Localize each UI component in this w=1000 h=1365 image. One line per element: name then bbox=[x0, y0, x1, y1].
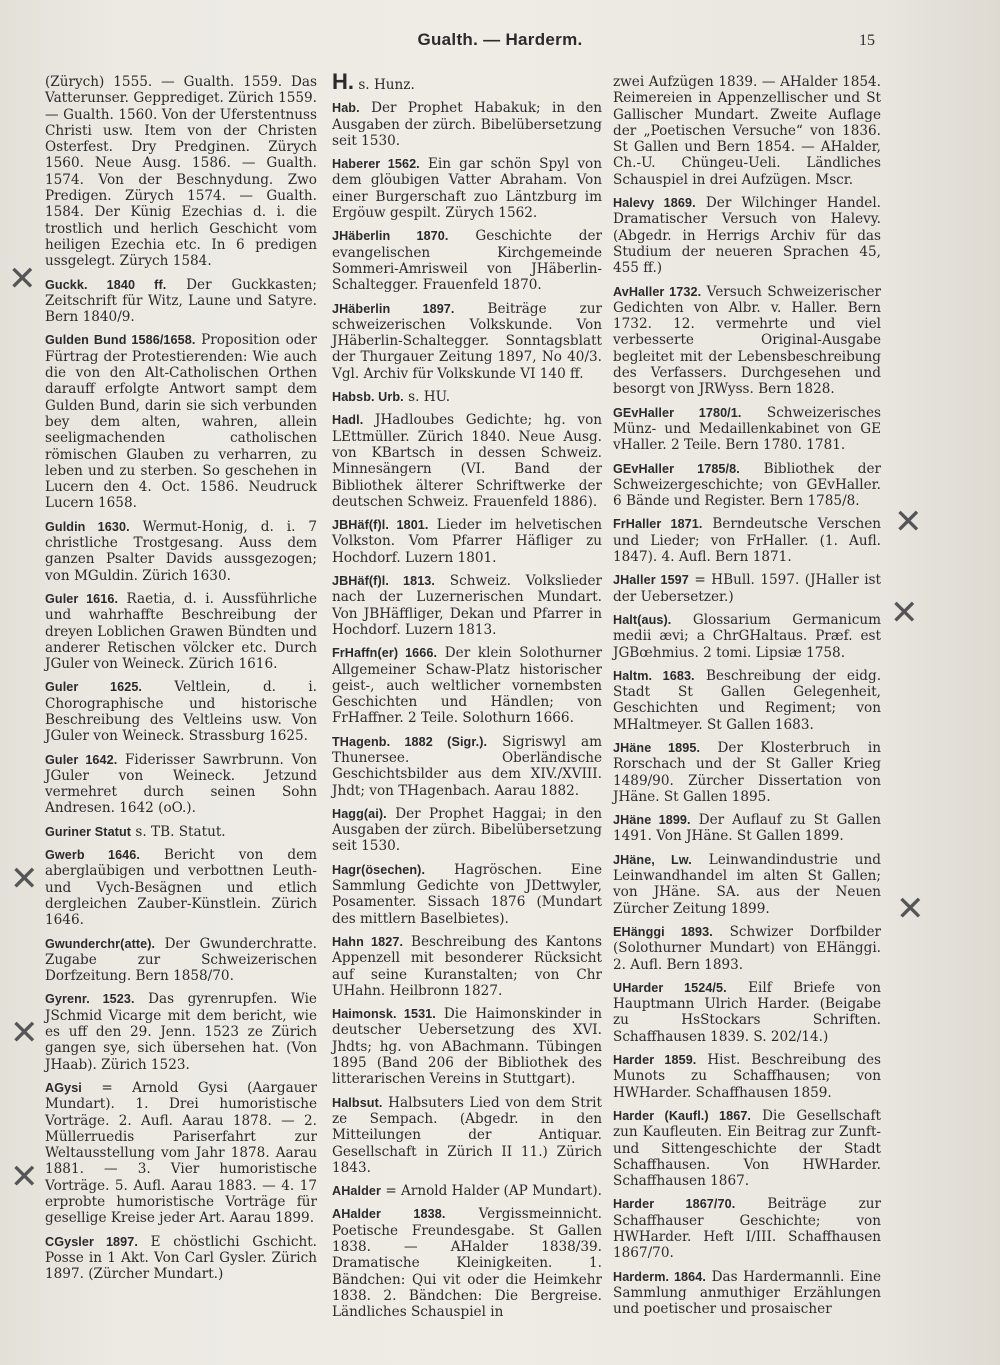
entry-headword: Halt(aus). bbox=[613, 612, 672, 627]
dictionary-entry bbox=[613, 74, 881, 188]
dictionary-entry bbox=[613, 1196, 881, 1261]
entry-text: Proposition oder Fürtrag der Protestierenden: Wie auch die von den Alt-Catholischen Orthen darauff erfolgte Antwort sampt dem Gulden Bund, darin sie sich verbunden bey dem alten, wahren, allein seeligmachenden catholischen römischen Glauben zu verharren, zu leben und zu sterben. So geschehen in Lucern den 4. Oct. 1586. Neudruck Lucern 1658. bbox=[45, 332, 317, 512]
entry-headword: Haberer 1562. bbox=[332, 157, 420, 172]
entry-headword: Guler 1625. bbox=[45, 680, 143, 695]
entry-headword: Hahn 1827. bbox=[332, 934, 404, 949]
entry-text: Bibliothek der Schweizergeschichte; von GEvHaller. 6 Bände und Register. Bern 1785/8. bbox=[613, 460, 881, 510]
entry-headword: JHäberlin 1870. bbox=[332, 229, 449, 244]
entry-text: Der Klosterbruch in Rorschach und der St Galler Krieg 1489/90. Zürcher Dissertation von JHäne. St Gallen 1895. bbox=[613, 739, 881, 805]
entry-text: Schwizer Dorfbilder (Solothurner Mundart) von EHänggi. 2. Aufl. Bern 1893. bbox=[613, 923, 881, 973]
dictionary-entry bbox=[332, 100, 602, 149]
dictionary-entry bbox=[332, 228, 602, 293]
margin-cross-mark: ✕ bbox=[10, 1157, 39, 1197]
entry-headword: Halevy 1869. bbox=[613, 196, 696, 211]
entry-headword: UHarder 1524/5. bbox=[613, 980, 727, 995]
entry-headword: Gulden Bund 1586/1658. bbox=[45, 333, 196, 348]
dictionary-entry bbox=[613, 924, 881, 973]
entry-text: JHadloubes Gedichte; hg. von LEttmüller. Zürich 1840. Neue Ausg. von KBartsch in dessen Schweiz. Minnesängern (VI. Band der Bibliothek älterer Schriftwerke der deutschen Schweiz. Frauenfeld 1886). bbox=[332, 412, 603, 510]
entry-headword: JHäne 1895. bbox=[613, 740, 701, 755]
entry-text: Hist. Beschreibung des Munots zu Schaffhausen; von HWHarder. Schaffhausen 1859. bbox=[613, 1052, 882, 1101]
dictionary-entry bbox=[613, 740, 881, 805]
entry-headword: Hagr(ösechen). bbox=[332, 862, 426, 877]
entry-headword: AHalder bbox=[332, 1184, 381, 1199]
entry-headword: Guriner Statut bbox=[45, 824, 132, 839]
page-title: Gualth. — Harderm. bbox=[417, 30, 583, 49]
dictionary-entry bbox=[332, 389, 602, 405]
entry-headword: Guler 1642. bbox=[45, 752, 118, 767]
column-2 bbox=[332, 69, 603, 1327]
dictionary-entry bbox=[332, 412, 602, 510]
entry-text: Sigriswyl am Thunersee. Oberländische Geschichtsbilder aus dem XIV./XVIII. Jhdt; von THagenbach. Aarau 1882. bbox=[332, 733, 602, 799]
entry-text: E chöstlichi Gschicht. Posse in 1 Akt. Von Carl Gysler. Zürich 1897. (Zürcher Mundart.) bbox=[45, 1233, 317, 1283]
dictionary-entry bbox=[332, 1095, 602, 1176]
dictionary-entry bbox=[613, 1108, 881, 1189]
entry-headword: H. bbox=[332, 69, 354, 94]
entry-headword: Guckk. 1840 ff. bbox=[45, 277, 167, 292]
entry-text: Glossarium Germanicum medii ævi; a ChrGHaltaus. Præf. est JGBœhmius. 2 tomi. Lipsiæ 1758. bbox=[613, 611, 881, 661]
entry-text: Hagröschen. Eine Sammlung Gedichte von JDettwyler, Posamenter. Sissach 1876 (Mundart des mittlern Baselbietes). bbox=[332, 861, 603, 927]
entry-headword: AGysi bbox=[45, 1080, 82, 1095]
dictionary-entry bbox=[45, 1234, 317, 1283]
entry-text: Schweizerisches Münz- und Medaillenkabinet von GE vHaller. 2 Teile. Bern 1780. 1781. bbox=[613, 404, 882, 454]
entry-text: Lieder im helvetischen Volkston. Vom Pfarrer Häfliger zu Hochdorf. Luzern 1801. bbox=[332, 517, 602, 566]
dictionary-entry bbox=[613, 284, 881, 398]
entry-text: Der Wilchinger Handel. Dramatischer Versuch von Halevy. (Abgedr. in Herrigs Archiv für das Studium der neueren Sprachen 45, 455 ff.) bbox=[613, 195, 882, 277]
margin-cross-mark: ✕ bbox=[10, 1013, 39, 1053]
entry-text: Der Guckkasten; Zeitschrift für Witz, Laune und Satyre. Bern 1840/9. bbox=[45, 276, 317, 326]
entry-text: Veltlein, d. i. Chorographische und historische Beschreibung des Veltleins usw. Von JGuler von Weineck. Strassburg 1625. bbox=[45, 679, 317, 745]
entry-headword: Hadl. bbox=[332, 413, 364, 428]
entry-text: Bericht von dem aberglaübigen und verbottnen Leuth- und Vych-Besägnen und etlich dergleichen Zauber-Künstlein. Zürich 1646. bbox=[45, 847, 317, 929]
dictionary-entry bbox=[613, 1052, 881, 1101]
dictionary-entry bbox=[613, 1269, 881, 1318]
margin-cross-mark: ✕ bbox=[896, 889, 925, 929]
entry-text: Der klein Solothurner Allgemeiner Schaw-Platz historischer geist-, auch weltlicher vornembsten Geschichten und Händlen; von FrHaffner. 2 Teile. Solothurn 1666. bbox=[332, 645, 602, 727]
entry-headword: Gwunderchr(atte). bbox=[45, 936, 156, 951]
entry-text: Leinwandindustrie und Leinwandhandel im alten St Gallen; von JHäne. SA. aus der Neuen Zürcher Zeitung 1899. bbox=[613, 851, 881, 917]
entry-headword: JHaller 1597 bbox=[613, 573, 689, 588]
entry-text: Geschichte der evangelischen Kirchgemeinde Sommeri-Amrisweil von JHäberlin-Schaltegger. Frauenfeld 1870. bbox=[332, 228, 603, 294]
entry-headword: JHäberlin 1897. bbox=[332, 301, 455, 316]
dictionary-entry bbox=[613, 668, 881, 733]
entry-headword: THagenb. 1882 (Sigr.). bbox=[332, 734, 488, 749]
entry-text: Vergissmeinnicht. Poetische Freundesgabe. St Gallen 1838. — AHalder 1838/39. Dramatische Kleinigkeiten. 1. Bändchen: Qui vit oder die Heimkehr 1838. 2. Bändchen: Die Bergreise. Ländliches Schauspiel in bbox=[332, 1206, 602, 1321]
entry-headword: Halbsut. bbox=[332, 1095, 383, 1110]
entry-text: Das Hardermannli. Eine Sammlung anmuthiger Erzählungen und poetischer und prosaischer bbox=[613, 1268, 881, 1318]
dictionary-entry bbox=[45, 74, 317, 270]
margin-cross-mark: ✕ bbox=[10, 859, 39, 899]
dictionary-entry bbox=[332, 1183, 602, 1199]
entry-headword: Gyrenr. 1523. bbox=[45, 992, 135, 1007]
entry-headword: AHalder 1838. bbox=[332, 1207, 446, 1222]
column-3 bbox=[613, 74, 881, 1324]
entry-text: Beiträge zur schweizerischen Volkskunde. Von JHäberlin-Schaltegger. Sonntagsblatt der Thurgauer Zeitung 1897, No 40/3. Vgl. Archiv für Volkskunde VI 140 ff. bbox=[332, 300, 602, 382]
entry-text: Eilf Briefe von Hauptmann Ulrich Harder. (Beigabe zu HsStockars Schriften. Schaffhausen 1839. S. 202/14.) bbox=[613, 979, 881, 1045]
entry-text: zwei Aufzügen 1839. — AHalder 1854. Reimereien in Appenzellischer und St Gallischer Mundart. Zweite Auflage der „Poetischen Versuche“ von 1836. St Gallen und Bern 1854. — AHalder, Ch.-U. Chüngeu-Ueli. Ländliches Schauspiel in drei Aufzügen. Mscr. bbox=[613, 74, 881, 188]
dictionary-entry bbox=[613, 612, 881, 661]
entry-text: Das gyrenrupfen. Wie JSchmid Vicarge mit dem bericht, wie es uff den 29. Jenn. 1523 ze Zürich gangen sye, sich übersehen hat. (Von JHaab). Zürich 1523. bbox=[45, 991, 317, 1073]
entry-text: = HBull. 1597. (JHaller ist der Uebersetzer.) bbox=[613, 572, 881, 605]
dictionary-entry bbox=[613, 812, 881, 845]
entry-text: = Arnold Gysi (Aargauer Mundart). 1. Drei humoristische Vorträge. 2. Aufl. Aarau 1878. — 2. Müllerruedis Pariserfahrt zur Weltausstellung vom Jahr 1878. Aarau 1881. — 3. Vier humoristische Vorträge. 5. Aufl. Aarau 1883. — 4. 17 erprobte humoristische Vorträge für gesellige Kreise jeder Art. Aarau 1899. bbox=[45, 1079, 317, 1227]
entry-text: Schweiz. Volkslieder nach der Luzernerischen Mundart. Von JBHäffliger, Dekan und Pfarrer in Hochdorf. Luzern 1813. bbox=[332, 573, 602, 638]
entry-text: Der Auflauf zu St Gallen 1491. Von JHäne. St Gallen 1899. bbox=[613, 812, 881, 845]
entry-text: Fiderisser Sawrbrunn. Von JGuler von Weineck. Jetzund vermehret durch seinen Sohn Andresen. 1642 (oO.). bbox=[45, 751, 318, 817]
dictionary-entry bbox=[45, 679, 317, 744]
dictionary-entry bbox=[45, 332, 317, 511]
column-1 bbox=[45, 74, 317, 1289]
dictionary-entry bbox=[45, 752, 317, 817]
entry-headword: Harder (Kaufl.) 1867. bbox=[613, 1108, 752, 1123]
entry-text: Ein gar schön Spyl von dem glöubigen Vatter Abraham. Von einer Burgerschaft zuo Läntzburg im Ergöuw gespilt. Zürych 1562. bbox=[332, 156, 602, 222]
entry-headword: JBHäf(f)l. 1813. bbox=[332, 574, 436, 589]
entry-text: Die Haimonskinder in deutscher Uebersetzung des XVI. Jhdts; hg. von ABachmann. Tübingen 1895 (Band 206 der Bibliothek des litterarischen Vereins in Stuttgart). bbox=[332, 1006, 603, 1088]
margin-cross-mark: ✕ bbox=[8, 259, 37, 299]
dictionary-entry bbox=[45, 936, 317, 985]
dictionary-entry bbox=[45, 519, 317, 584]
entry-text: Berndeutsche Verschen und Lieder; von FrHaller. (1. Aufl. 1847). 4. Aufl. Bern 1871. bbox=[613, 516, 882, 566]
entry-headword: GEvHaller 1780/1. bbox=[613, 405, 742, 420]
entry-text: Beschreibung des Kantons Appenzell mit besonderer Rücksicht auf seine Kuranstalten; von Chr UHahn. Heilbronn 1827. bbox=[332, 933, 603, 999]
dictionary-entry bbox=[332, 69, 602, 94]
entry-text: Beiträge zur Schaffhauser Geschichte; von HWHarder. Heft I/III. Schaffhausen 1867/70. bbox=[613, 1196, 881, 1262]
entry-text: Der Prophet Habakuk; in den Ausgaben der zürch. Bibelübersetzung seit 1530. bbox=[332, 100, 602, 149]
dictionary-entry bbox=[613, 461, 881, 510]
dictionary-entry bbox=[332, 934, 602, 999]
entry-text: s. HU. bbox=[408, 389, 451, 406]
dictionary-entry bbox=[332, 573, 602, 638]
dictionary-entry bbox=[332, 156, 602, 221]
entry-text: Der Gwunderchratte. Zugabe zur Schweizerischen Dorfzeitung. Bern 1858/70. bbox=[45, 935, 318, 985]
dictionary-entry bbox=[613, 980, 881, 1045]
entry-headword: Harder 1867/70. bbox=[613, 1197, 736, 1212]
dictionary-entry bbox=[332, 734, 602, 799]
entry-headword: Haimonsk. 1531. bbox=[332, 1007, 436, 1022]
entry-headword: JHäne, Lw. bbox=[613, 852, 692, 867]
dictionary-entry bbox=[332, 1006, 602, 1087]
entry-headword: Harder 1859. bbox=[613, 1053, 697, 1068]
dictionary-entry bbox=[613, 572, 881, 605]
entry-text: Raetia, d. i. Aussführliche und wahrhaffte Beschreibung der dreyen Loblichen Grawen Bündten und anderer Retischen völcker etc. Durch JGuler von Weineck. Zürich 1616. bbox=[45, 590, 317, 673]
dictionary-entry bbox=[45, 824, 317, 840]
dictionary-entry bbox=[332, 862, 602, 927]
entry-headword: JBHäf(f)l. 1801. bbox=[332, 518, 429, 533]
dictionary-entry bbox=[45, 277, 317, 326]
entry-text: Die Gesellschaft zun Kaufleuten. Ein Beitrag zur Zunft- und Sittengeschichte der Stadt Schaffhausen. Von HWHarder. Schaffhausen 1867. bbox=[613, 1107, 881, 1190]
entry-text: Wermut-Honig, d. i. 7 christliche Trostgesang. Auss dem ganzen Psalter Davids aussgezogen; von MGuldin. Zürich 1630. bbox=[45, 518, 317, 584]
entry-headword: Hab. bbox=[332, 101, 360, 116]
dictionary-entry bbox=[332, 645, 602, 726]
entry-headword: Guldin 1630. bbox=[45, 519, 130, 534]
entry-headword: Gwerb 1646. bbox=[45, 848, 140, 863]
dictionary-entry bbox=[613, 405, 881, 454]
dictionary-entry bbox=[613, 852, 881, 917]
dictionary-entry bbox=[45, 1080, 317, 1227]
page-number: 15 bbox=[859, 32, 875, 49]
dictionary-entry bbox=[613, 195, 881, 276]
running-header bbox=[0, 30, 1000, 54]
entry-headword: EHänggi 1893. bbox=[613, 924, 713, 939]
dictionary-entry bbox=[332, 301, 602, 382]
entry-headword: Hagg(ai). bbox=[332, 806, 387, 821]
entry-text: Halbsuters Lied von dem Strit ze Sempach. (Abgedr. in den Mitteilungen der Antiquar. Gesellschaft in Zürich II 11.) Zürich 1843. bbox=[332, 1094, 602, 1176]
entry-headword: FrHaller 1871. bbox=[613, 517, 703, 532]
entry-headword: Harderm. 1864. bbox=[613, 1269, 706, 1284]
entry-text: Der Prophet Haggai; in den Ausgaben der zürch. Bibelübersetzung seit 1530. bbox=[332, 805, 602, 855]
entry-text: s. TB. Statut. bbox=[135, 823, 226, 840]
entry-headword: CGysler 1897. bbox=[45, 1234, 138, 1249]
entry-headword: Haltm. 1683. bbox=[613, 668, 695, 683]
entry-headword: Guler 1616. bbox=[45, 591, 119, 606]
margin-cross-mark: ✕ bbox=[890, 593, 919, 633]
entry-text: Beschreibung der eidg. Stadt St Gallen Gelegenheit, Geschichten und Regiment; von MHaltmeyer. St Gallen 1683. bbox=[613, 667, 882, 733]
entry-headword: FrHaffn(er) 1666. bbox=[332, 646, 438, 661]
dictionary-entry bbox=[45, 847, 317, 928]
entry-headword: GEvHaller 1785/8. bbox=[613, 461, 740, 476]
dictionary-entry bbox=[45, 991, 317, 1072]
entry-text: = Arnold Halder (AP Mundart). bbox=[385, 1183, 602, 1200]
entry-headword: JHäne 1899. bbox=[613, 813, 691, 828]
entry-text: (Zürych) 1555. — Gualth. 1559. Das Vatterunser. Gepprediget. Zürich 1559. — Gualth. 1560. Von der Uferstentnuss Christi usw. Item von der Christen Osterfest. Dry Predginen. Zürych 1560. Neue Ausg. 1586. — Gualth. 1574. Von der Beschnydung. Zwo Predigen. Zürych 1574. — Gualth. 1584. Der Künig Ezechias d. i. die trostlich und herlich Geschicht vom heiligen Ezechia etc. In 6 predigen ussgelegt. Zürych 1584. bbox=[45, 74, 317, 270]
entry-text: Versuch Schweizerischer Gedichten von Albr. v. Haller. Bern 1732. 12. vermehrte und viel verbesserte Original-Ausgabe begleitet mit der Lebensbeschreibung des Verfassers. Durchgesehen und besorgt von JRWyss. Bern 1828. bbox=[613, 283, 881, 398]
dictionary-entry bbox=[332, 806, 602, 855]
dictionary-entry bbox=[45, 591, 317, 672]
dictionary-entry bbox=[332, 517, 602, 566]
dictionary-entry bbox=[613, 516, 881, 565]
entry-headword: Habsb. Urb. bbox=[332, 390, 404, 405]
dictionary-entry bbox=[332, 1206, 602, 1320]
entry-text: s. Hunz. bbox=[358, 77, 415, 93]
margin-cross-mark: ✕ bbox=[894, 502, 923, 542]
entry-headword: AvHaller 1732. bbox=[613, 284, 702, 299]
